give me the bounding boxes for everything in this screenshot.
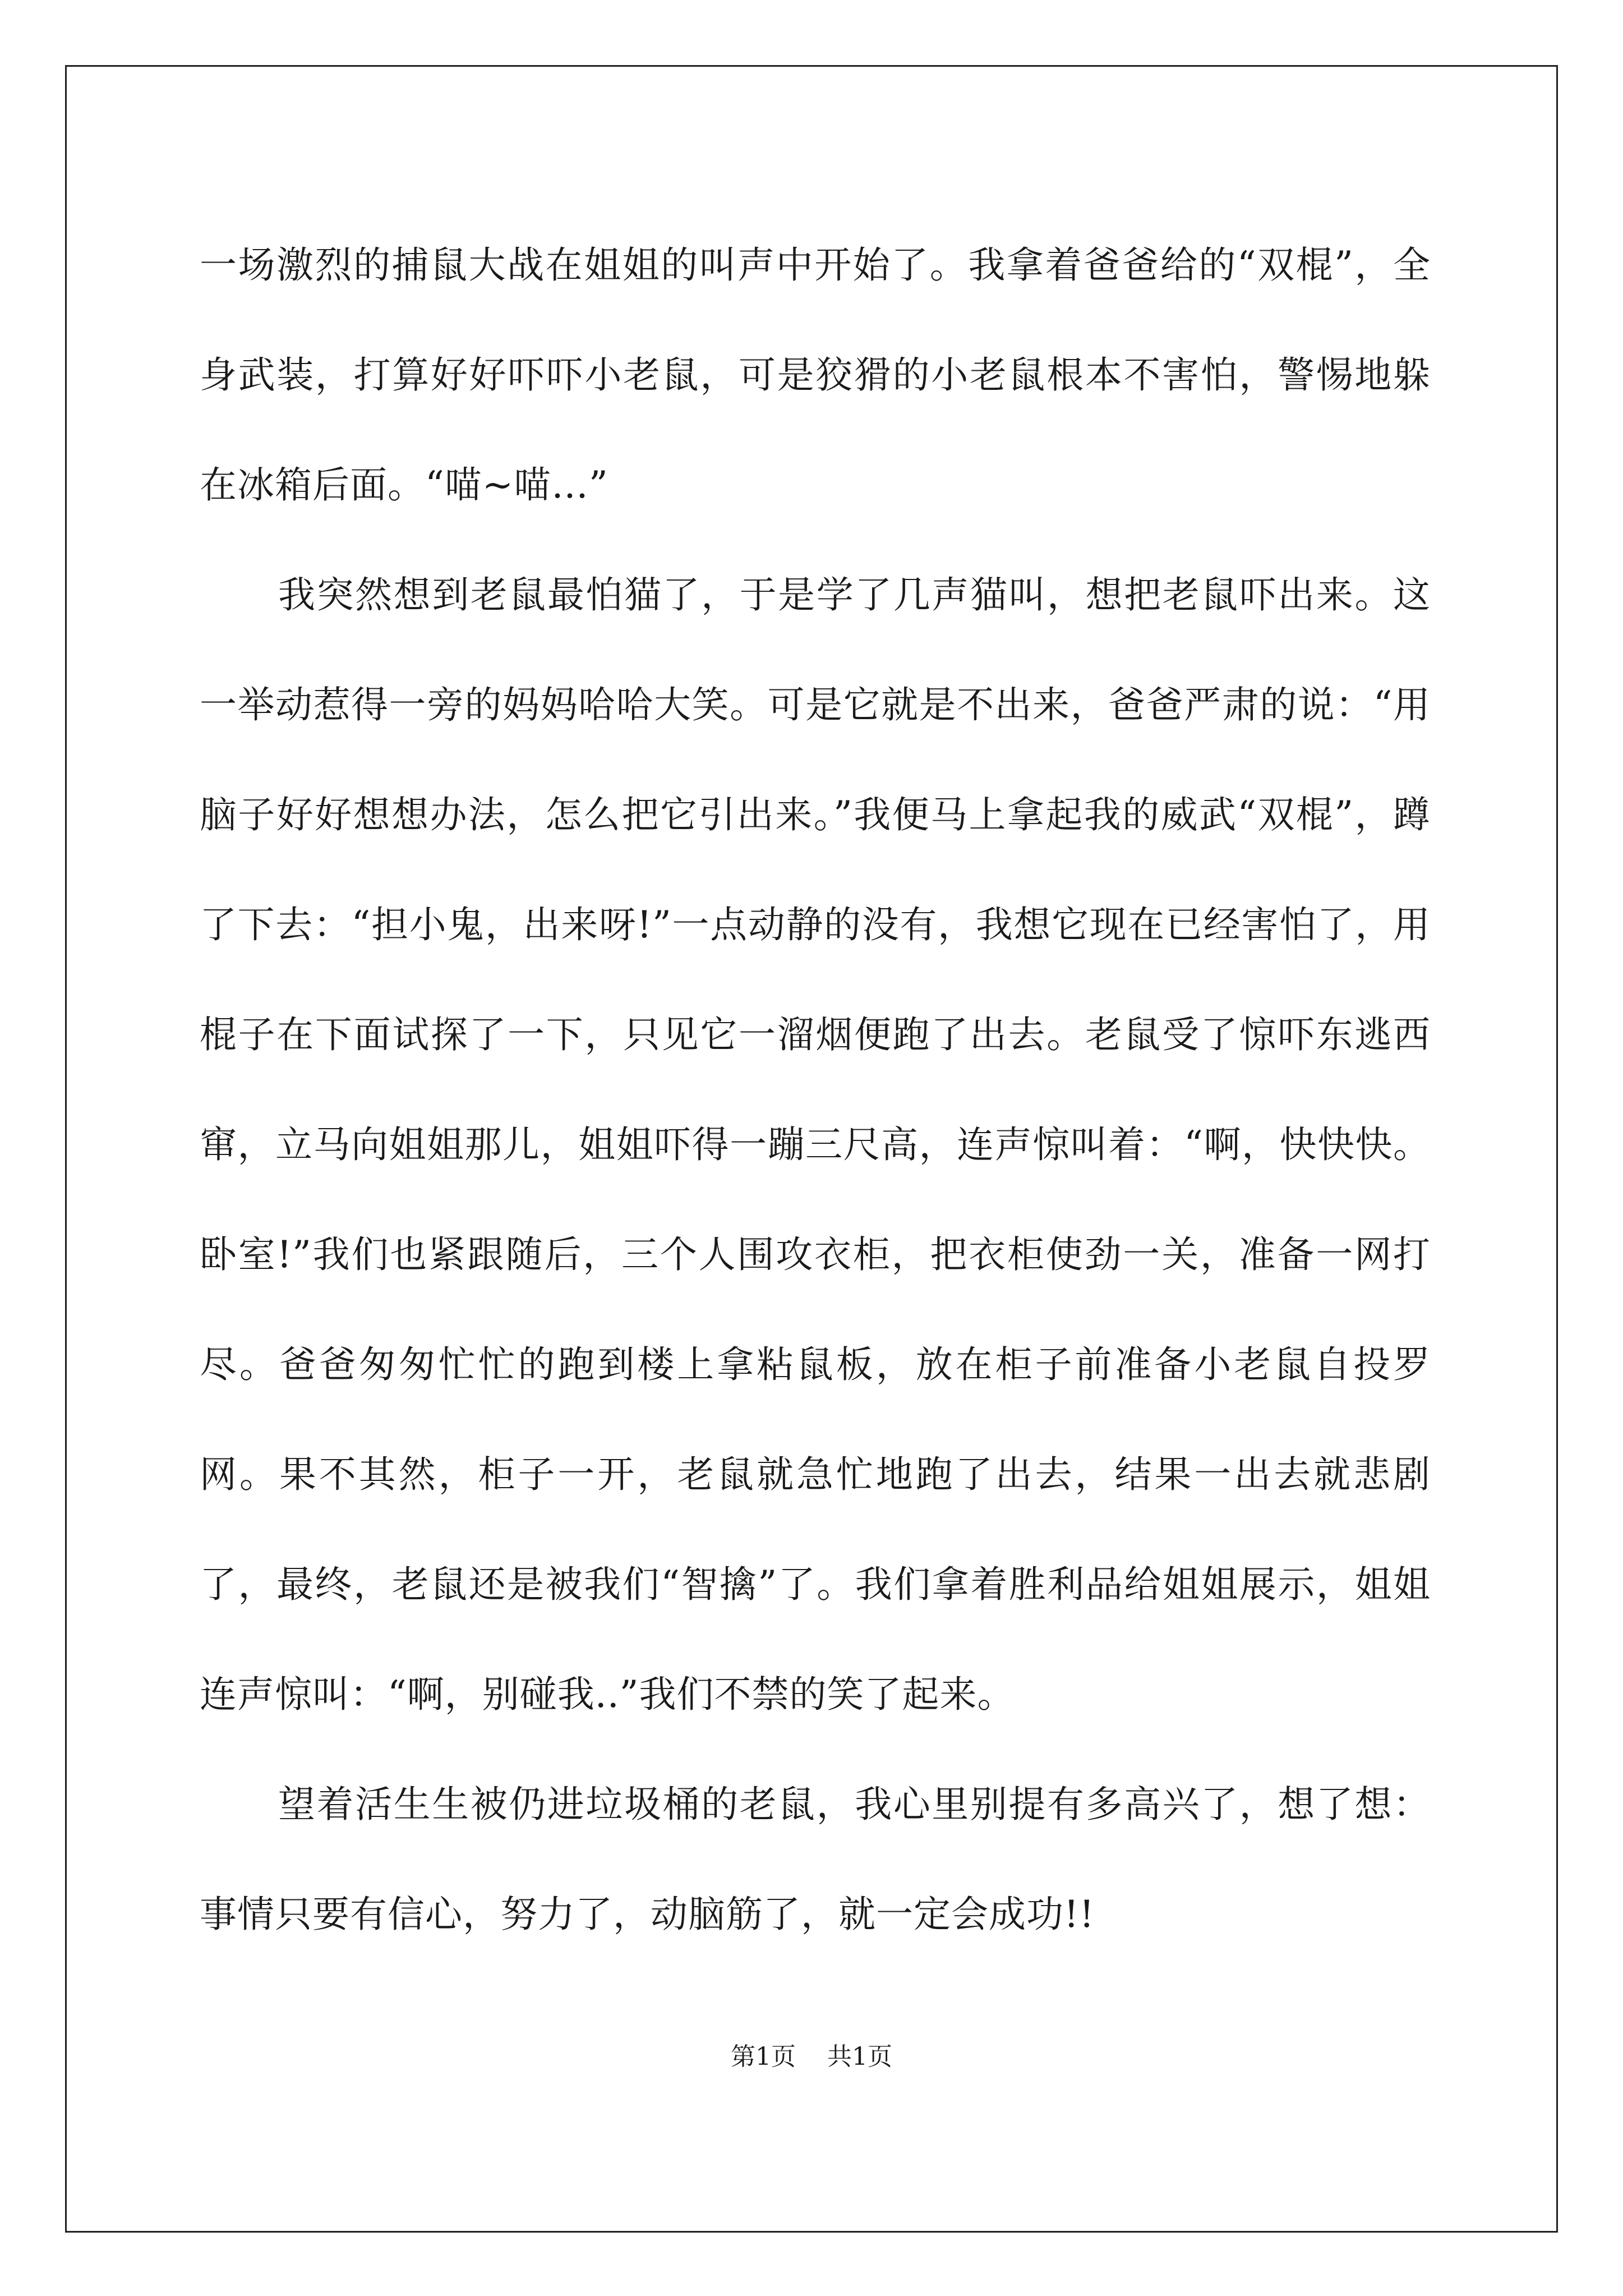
page-number-current: 第1页 — [731, 2042, 796, 2071]
document-body — [200, 210, 1431, 1970]
paragraph-1: 一场激烈的捕鼠大战在姐姐的叫声中开始了。我拿着爸爸给的“双棍”，全身武装，打算好好吓吓小老鼠，可是狡猾的小老鼠根本不害怕，警惕地躲在冰箱后面。“喵~喵…” — [200, 243, 1431, 507]
page-number-total: 共1页 — [827, 2042, 892, 2071]
paragraph-2: 我突然想到老鼠最怕猫了，于是学了几声猫叫，想把老鼠吓出来。这一举动惹得一旁的妈妈哈哈大笑。可是它就是不出来，爸爸严肃的说：“用脑子好好想想办法，怎么把它引出来。”我便马上拿起我的威武“双棍”，蹲了下去：“担小鬼，出来呀!”一点动静的没有，我想它现在已经害怕了，用棍子在下面试探了一下，只见它一溜烟便跑了出去。老鼠受了惊吓东逃西窜，立马向姐姐那儿，姐姐吓得一蹦三尺高，连声惊叫着：“啊，快快快。卧室!”我们也紧跟随后，三个人围攻衣柜，把衣柜使劲一关，准备一网打尽。爸爸匆匆忙忙的跑到楼上拿粘鼠板，放在柜子前准备小老鼠自投罗网。果不其然，柜子一开，老鼠就急忙地跑了出去，结果一出去就悲剧了，最终，老鼠还是被我们“智擒”了。我们拿着胜利品给姐姐展示，姐姐连声惊叫：“啊，别碰我..”我们不禁的笑了起来。 — [200, 573, 1431, 1716]
paragraph-3: 望着活生生被仍进垃圾桶的老鼠，我心里别提有多高兴了，想了想：事情只要有信心，努力了，动脑筋了，就一定会成功!! — [200, 1783, 1431, 1936]
page-footer — [0, 2036, 1623, 2072]
